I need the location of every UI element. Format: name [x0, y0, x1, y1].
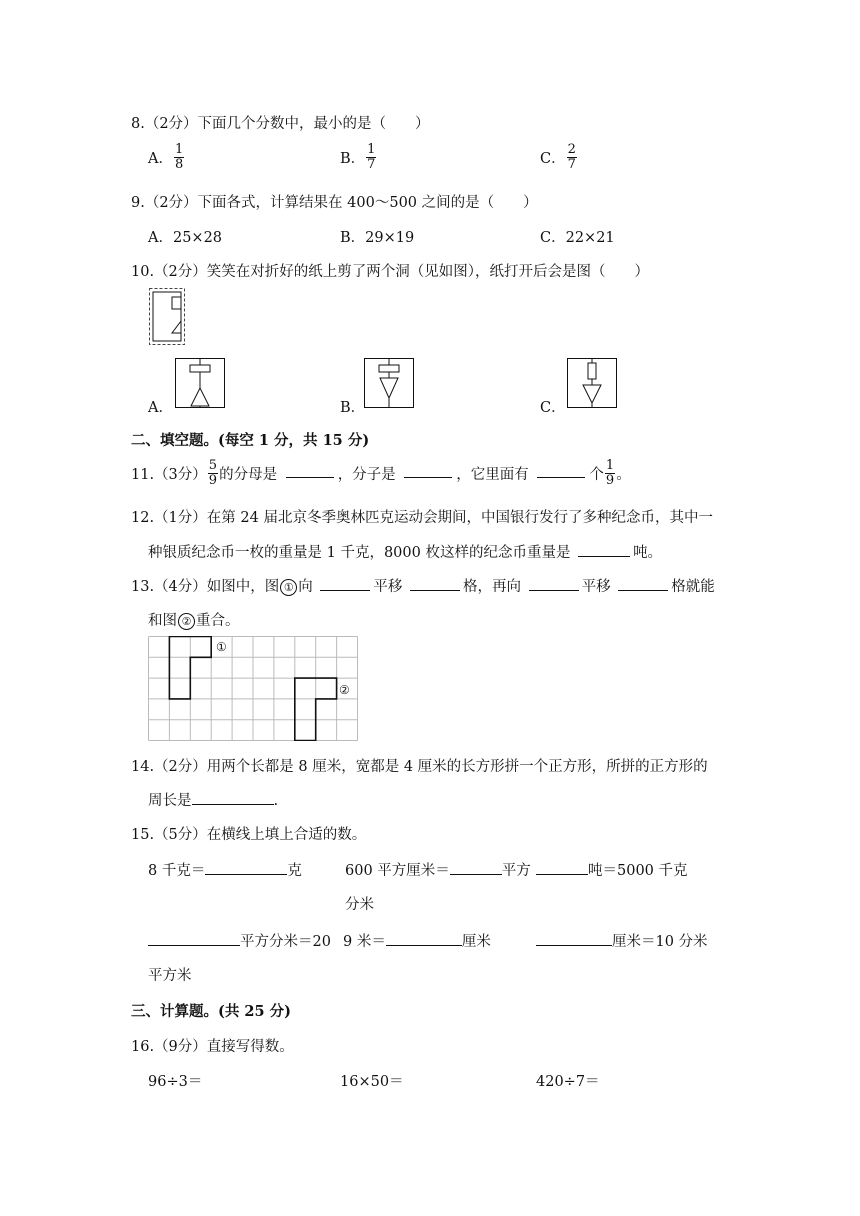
q13-grid-figure [148, 636, 358, 741]
q10-option-b-label: B． [340, 400, 366, 416]
blank-field[interactable] [578, 542, 630, 557]
blank-field[interactable] [410, 576, 460, 591]
q10-option-b-figure [364, 358, 414, 408]
q16-expr-2: 16×50＝ [340, 1074, 404, 1090]
q12-line1: 12.（1分）在第 24 届北京冬季奥林匹克运动会期间，中国银行发行了多种纪念币，其中一 [131, 510, 713, 526]
option-label: C． [540, 151, 566, 167]
blank-field[interactable] [536, 860, 588, 875]
blank-field[interactable] [192, 790, 274, 805]
q15-item-4-cont: 平方米 [148, 968, 192, 984]
q15-item-4: 平方分米＝20 [148, 930, 331, 951]
q16-stem: 16.（9分）直接写得数。 [131, 1039, 294, 1055]
q13-line2: 和图 ② 重合。 [148, 613, 240, 629]
figure-label-2: ② [339, 683, 350, 697]
q9-option-c: C．22×21 [540, 230, 615, 246]
blank-field[interactable] [404, 463, 452, 478]
q14-line1: 14.（2分）用两个长都是 8 厘米，宽都是 4 厘米的长方形拼一个正方形，所拼的正方形的 [131, 759, 708, 775]
q10-option-a-figure [175, 358, 225, 408]
q8-stem: 8.（2分）下面几个分数中，最小的是（ ） [131, 116, 430, 132]
q13-line1: 13.（4分）如图中，图 ① 向 平移 格，再向 平移 格就能 [131, 575, 715, 596]
q9-stem: 9.（2分）下面各式，计算结果在 400～500 之间的是（ ） [131, 195, 538, 211]
q15-item-2: 600 平方厘米＝ 平方 [345, 859, 531, 880]
blank-field[interactable] [529, 576, 579, 591]
q14-line2: 周长是 . [148, 789, 278, 810]
option-label: A． [148, 151, 173, 167]
fraction: $\frac{2}{7}$ [567, 142, 576, 172]
q15-stem: 15.（5分）在横线上填上合适的数。 [131, 827, 367, 843]
blank-field[interactable] [148, 931, 240, 946]
q16-expr-1: 96÷3＝ [148, 1074, 203, 1090]
blank-field[interactable] [320, 576, 370, 591]
blank-field[interactable] [450, 860, 502, 875]
q8-option-a [148, 143, 185, 172]
q9-option-b: B．29×19 [340, 230, 415, 246]
q15-item-3: 吨＝5000 千克 [536, 859, 688, 880]
q10-option-a-label: A． [148, 400, 173, 416]
q9-option-a: A．25×28 [148, 230, 223, 246]
blank-field[interactable] [205, 860, 287, 875]
q11: 11.（3分） $\frac{5}{9}$ 的分母是 ，分子是 ，它里面有 个 $\frac{1}{9}$ 。 [131, 458, 631, 488]
blank-field[interactable] [537, 463, 585, 478]
q15-item-1: 8 千克＝ 克 [148, 859, 302, 880]
section-2-heading: 二、填空题。(每空 1 分，共 15 分) [131, 432, 370, 449]
q15-item-2-cont: 分米 [345, 897, 374, 913]
section-3-heading: 三、计算题。(共 25 分) [131, 1003, 291, 1020]
q16-expr-3: 420÷7＝ [536, 1074, 600, 1090]
fraction: $\frac{1}{9}$ [605, 458, 615, 488]
blank-field[interactable] [286, 463, 334, 478]
blank-field[interactable] [536, 931, 612, 946]
q8-option-b [340, 143, 377, 172]
q10-folded-paper-figure [148, 287, 186, 347]
figure-ref-2: ② [178, 613, 195, 630]
q15-item-5: 9 米＝ 厘米 [343, 930, 491, 951]
option-label: B． [340, 151, 366, 167]
q15-item-6: 厘米＝10 分米 [536, 930, 708, 951]
fraction: $\frac{1}{8}$ [174, 142, 184, 172]
figure-label-1: ① [216, 640, 227, 654]
blank-field[interactable] [386, 931, 462, 946]
q10-option-c-figure [567, 358, 617, 408]
q12-line2: 种银质纪念币一枚的重量是 1 千克，8000 枚这样的纪念币重量是 吨。 [148, 541, 662, 562]
q8-option-c [540, 143, 578, 172]
q10-option-c-label: C． [540, 400, 566, 416]
q10-stem: 10.（2分）笑笑在对折好的纸上剪了两个洞（见如图），纸打开后会是图（ ） [131, 264, 650, 280]
blank-field[interactable] [618, 576, 668, 591]
fraction: $\frac{1}{7}$ [367, 142, 376, 172]
figure-ref-1: ① [280, 579, 297, 596]
fraction: $\frac{5}{9}$ [208, 458, 218, 488]
